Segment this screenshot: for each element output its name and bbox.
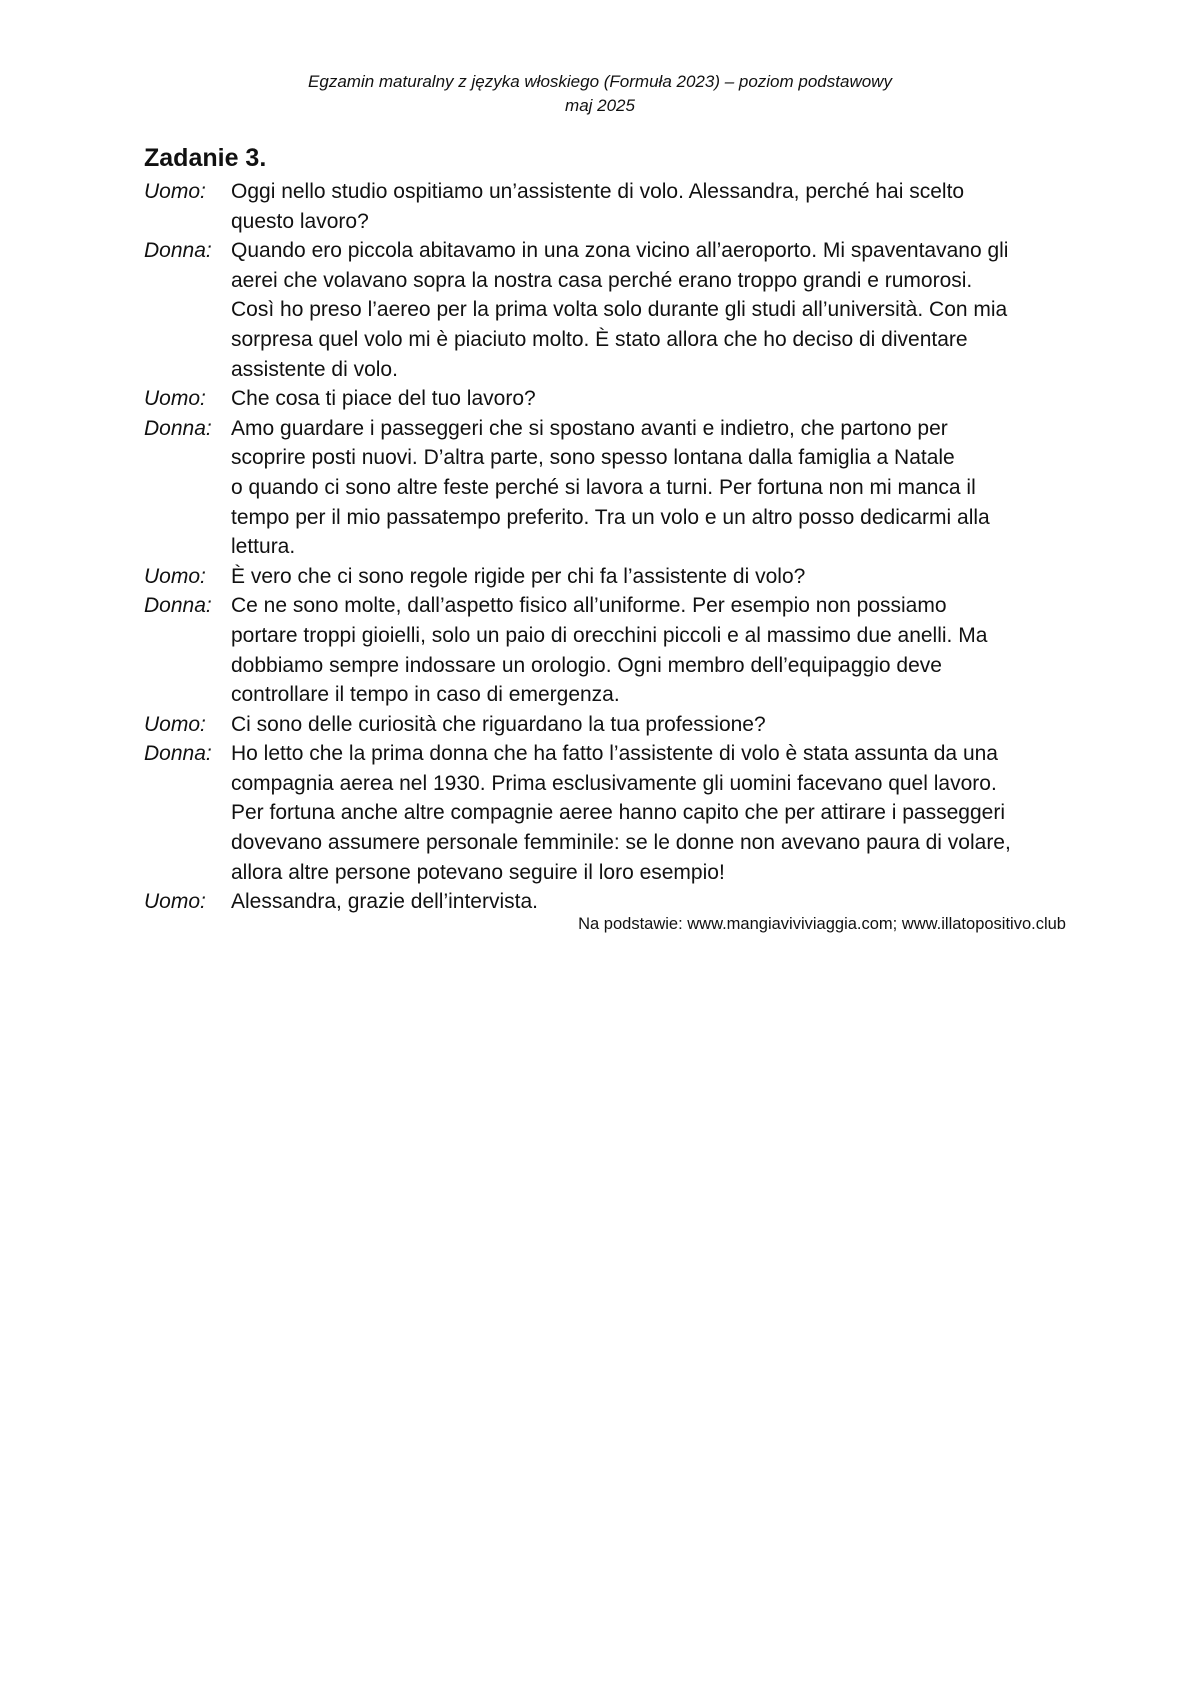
- source-citation: Na podstawie: www.mangiaviviviaggia.com; www.illatopositivo.club: [578, 915, 1066, 933]
- utterance-text: Ci sono delle curiosità che riguardano la tua professione?: [231, 712, 766, 736]
- speaker-label: Uomo:: [144, 564, 206, 588]
- speaker-label: Donna:: [144, 239, 212, 263]
- speaker-label: Donna:: [144, 416, 212, 440]
- dialogue-turn: [144, 236, 1064, 384]
- task-title: Zadanie 3.: [144, 144, 267, 172]
- speaker-label: Uomo:: [144, 712, 206, 736]
- dialogue-turn: [144, 591, 1064, 709]
- utterance-text: Ho letto che la prima donna che ha fatto l’assistente di volo è stata assunta da una compagnia aerea nel 1930. Prima esclusivamente gli uomini facevano quel lavoro. Per fortuna anche altre compagnie aeree hanno capito che per attirare i passeggeri dovevano assumere personale femminile: se le donne non avevano paura di volare, allora altre persone potevano seguire il loro esempio!: [231, 742, 1011, 884]
- utterance-text: Oggi nello studio ospitiamo un’assistente di volo. Alessandra, perché hai scelto questo lavoro?: [231, 180, 965, 233]
- exam-title: Egzamin maturalny z języka włoskiego (Formuła 2023) – poziom podstawowy: [308, 72, 892, 91]
- dialogue-transcript: [144, 177, 1064, 917]
- utterance-text: Alessandra, grazie dell’intervista.: [231, 890, 538, 914]
- dialogue-turn: [144, 177, 1064, 236]
- exam-session: maj 2025: [565, 96, 635, 115]
- dialogue-turn: [144, 414, 1064, 562]
- speaker-label: Donna:: [144, 742, 212, 766]
- speaker-label: Uomo:: [144, 890, 206, 914]
- page-header: [0, 70, 1200, 118]
- speaker-label: Uomo:: [144, 180, 206, 203]
- dialogue-turn: [144, 739, 1064, 887]
- speaker-label: Donna:: [144, 594, 212, 618]
- dialogue-turn: [144, 562, 1064, 592]
- utterance-text: Ce ne sono molte, dall’aspetto fisico all’uniforme. Per esempio non possiamo portare troppi gioielli, solo un paio di orecchini piccoli e al massimo due anelli. Ma dobbiamo sempre indossare un orologio. Ogni membro dell’equipaggio deve controllare il tempo in caso di emergenza.: [231, 594, 988, 707]
- utterance-text: È vero che ci sono regole rigide per chi fa l’assistente di volo?: [231, 564, 806, 588]
- utterance-text: Amo guardare i passeggeri che si spostano avanti e indietro, che partono per scoprire posti nuovi. D’altra parte, sono spesso lontana dalla famiglia a Natale o quando ci sono altre feste perché si lavora a turni. Per fortuna non mi manca il tempo per il mio passatempo preferito. Tra un volo e un altro posso dedicarmi alla lettura.: [231, 416, 990, 559]
- dialogue-turn: [144, 384, 1064, 414]
- speaker-label: Uomo:: [144, 387, 206, 411]
- utterance-text: Quando ero piccola abitavamo in una zona vicino all’aeroporto. Mi spaventavano gli aerei che volavano sopra la nostra casa perché erano troppo grandi e rumorosi. Così ho preso l’aereo per la prima volta solo durante gli studi all’università. Con mia sorpresa quel volo mi è piaciuto molto. È stato allora che ho deciso di diventare assistente di volo.: [231, 239, 1009, 381]
- utterance-text: Che cosa ti piace del tuo lavoro?: [231, 387, 536, 411]
- dialogue-turn: [144, 710, 1064, 740]
